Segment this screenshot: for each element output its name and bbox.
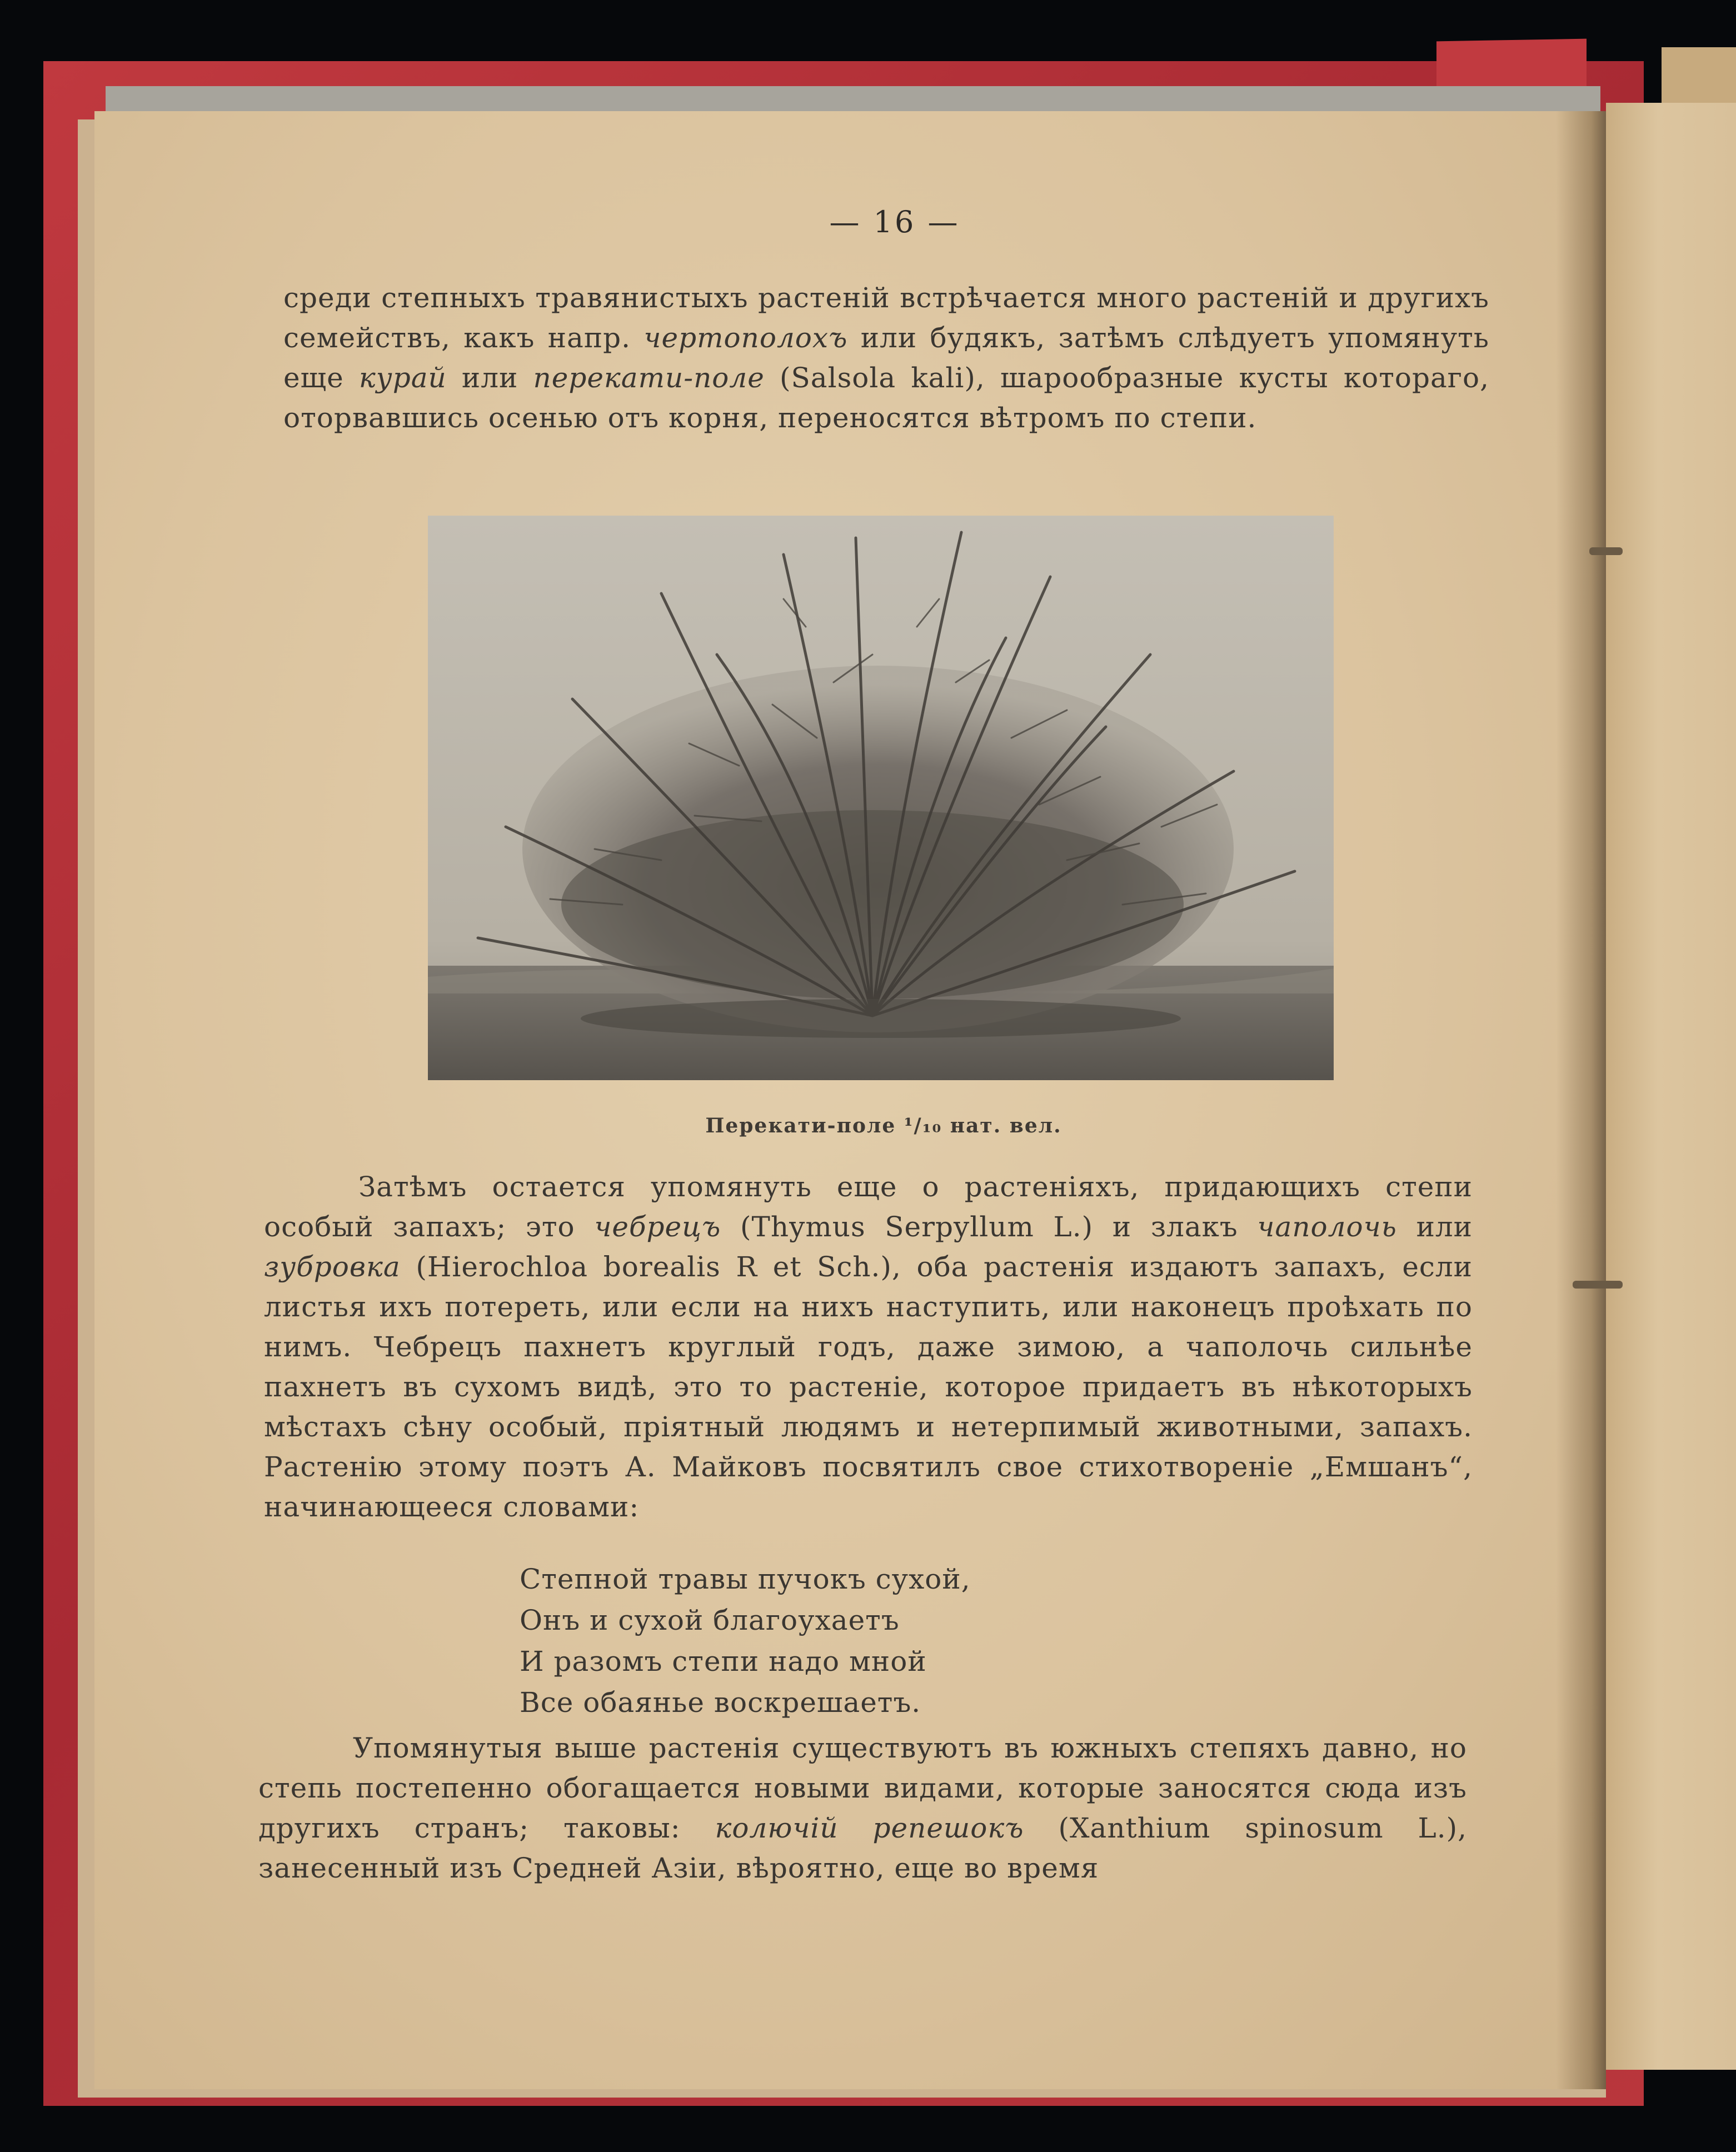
- facing-page-top: [1662, 47, 1736, 108]
- text-run: (Thymus Serpyllum L.) и злакъ: [721, 1211, 1258, 1243]
- paragraph-3: [258, 1728, 1467, 1888]
- text-run: (Hierochloa borealis R et Sch.), оба растенія издаютъ запахъ, если листья ихъ потереть, или если на нихъ наступить, или наконецъ проѣхать по нимъ. Чебрецъ пахнетъ круглый годъ, даже зимою, а чаполочь сильнѣе пахнетъ въ сухомъ видѣ, это то растеніе, которое придаетъ въ нѣкоторыхъ мѣстахъ сѣну особый, пріятный людямъ и нетерпимый животными, запахъ. Растенію этому поэтъ А. Майковъ посвятилъ свое стихотвореніе „Емшанъ“, начинающееся словами:: [264, 1251, 1473, 1523]
- text-run: Затѣмъ остается упомянуть еще о растеніяхъ, придающихъ степи особый запахъ; это: [264, 1171, 1473, 1243]
- poem-line: И разомъ степи надо мной: [520, 1645, 927, 1677]
- text-run: (Xanthium spinosum L.), занесенный изъ Средней Азіи, вѣроятно, еще во время: [258, 1812, 1467, 1884]
- italic-term: чебрецъ: [594, 1211, 721, 1243]
- italic-term: чаполочь: [1257, 1211, 1397, 1243]
- poem-line: Степной травы пучокъ сухой,: [520, 1563, 971, 1595]
- poem-line: Все обаянье воскрешаетъ.: [520, 1686, 921, 1719]
- tumbleweed-illustration: [428, 516, 1334, 1080]
- paragraph-2: [264, 1167, 1473, 1527]
- text-run: или будякъ, затѣмъ слѣдуетъ упомянуть еще: [283, 322, 1489, 394]
- text-run: Упомянутыя выше растенія существуютъ въ южныхъ степяхъ давно, но степь постепенно обогащается новыми видами, которые заносятся сюда изъ другихъ странъ; таковы:: [258, 1732, 1467, 1844]
- italic-term: чертополохъ: [643, 322, 848, 354]
- figure-caption: Перекати-поле ¹/₁₀ нат. вел.: [705, 1114, 1062, 1137]
- page-number: — 16 —: [829, 204, 960, 239]
- facing-page: [1606, 103, 1736, 2070]
- poem-line: Онъ и сухой благоухаетъ: [520, 1604, 900, 1636]
- binding-thread: [1589, 547, 1623, 555]
- text-run: среди степныхъ травянистыхъ растеній встрѣчается много растеній и другихъ семействъ, какъ напр.: [283, 282, 1489, 354]
- italic-term: курай: [358, 362, 447, 394]
- italic-term: зубровка: [264, 1251, 401, 1283]
- text-run: (Salsola kali), шарообразные кусты котораго, оторвавшись осенью отъ корня, переносятся вѣтромъ по степи.: [283, 362, 1490, 434]
- italic-term: перекати-поле: [533, 362, 765, 394]
- page-gutter-shadow: [1556, 111, 1606, 2089]
- text-run: или: [1396, 1211, 1473, 1243]
- poem-stanza: [520, 1559, 1186, 1723]
- text-run: или: [446, 362, 533, 394]
- paragraph-1: [283, 278, 1489, 438]
- binding-thread: [1573, 1281, 1623, 1289]
- italic-term: колючій репешокъ: [715, 1812, 1024, 1844]
